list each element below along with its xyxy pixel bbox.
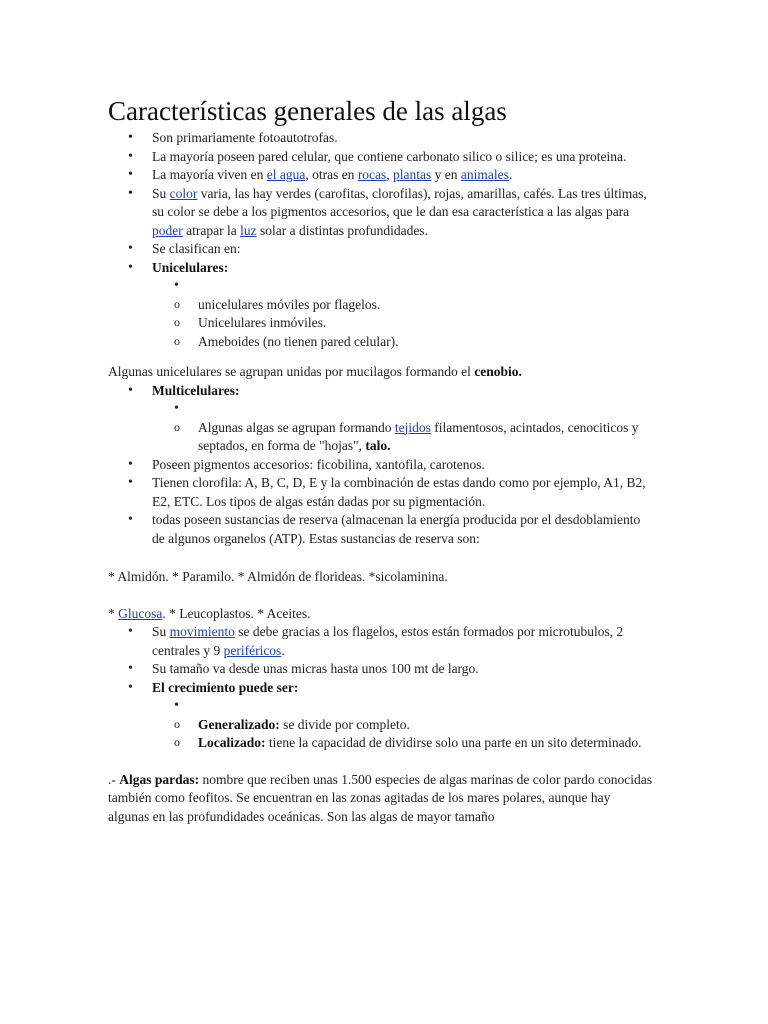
list-item: • Poseen pigmentos accesorios: ficobilina, xantofila, carotenos. bbox=[108, 456, 653, 475]
link-rocas[interactable]: rocas bbox=[357, 167, 387, 182]
page-title: Características generales de las algas bbox=[108, 96, 507, 126]
sublist-item: o Ameboides (no tienen pared celular). bbox=[152, 333, 653, 352]
paragraph-algas-pardas: .- Algas pardas: nombre que reciben unas 1.500 especies de algas marinas de color pardo conocidas también como feofitos. Se encuentran en las zonas agitadas de los mares polares, aunque hay algunas en las profundidades oceánicas. Son las algas de mayor tamaño bbox=[108, 771, 652, 824]
link-movimiento[interactable]: movimiento bbox=[169, 624, 235, 639]
crecimiento-heading: El crecimiento puede ser: bbox=[152, 679, 299, 695]
movement-list bbox=[108, 623, 653, 753]
list-item-empty bbox=[152, 277, 653, 296]
list-item: • Su color varia, las hay verdes (carofitas, clorofilas), rojas, amarillas, cafés. Las tres últimas, su color se debe a los pigmentos accesorios, que le dan esa característica a las algas para poder atrapar la luz solar a distintas profundidades. bbox=[108, 185, 653, 241]
list-item bbox=[108, 382, 653, 456]
sublist-unicelulares bbox=[152, 277, 653, 351]
paragraph-almidon: * Almidón. * Paramilo. * Almidón de florideas. *sicolaminina. bbox=[108, 569, 448, 584]
sublist-item: o Unicelulares inmóviles. bbox=[152, 314, 653, 333]
list-item: • La mayoría viven en el agua, otras en rocas, plantas y en animales. bbox=[108, 166, 653, 185]
link-tejidos[interactable]: tejidos bbox=[394, 419, 431, 435]
list-item bbox=[108, 679, 653, 753]
unicelulares-heading: Unicelulares: bbox=[152, 259, 229, 275]
sublist-multicelulares bbox=[152, 400, 653, 456]
sublist-item: o Algunas algas se agrupan formando tejidos filamentosos, acintados, cenociticos y septados, en forma de "hojas", talo. bbox=[152, 419, 653, 456]
multicelulares-heading: Multicelulares: bbox=[152, 382, 240, 398]
link-color[interactable]: color bbox=[169, 185, 198, 201]
paragraph-glucosa: * Glucosa. * Leucoplastos. * Aceites. bbox=[108, 605, 311, 621]
link-animales[interactable]: animales bbox=[460, 167, 509, 182]
list-item-empty bbox=[152, 400, 653, 419]
list-item: • todas poseen sustancias de reserva (almacenan la energía producida por el desdoblamiento de algunos organelos (ATP). Estas sustancias de reserva son: bbox=[108, 511, 653, 548]
list-item: • Su tamaño va desde unas micras hasta unos 100 mt de largo. bbox=[108, 660, 653, 679]
link-plantas[interactable]: plantas bbox=[393, 167, 432, 182]
link-luz[interactable]: luz bbox=[240, 222, 257, 238]
list-item-empty bbox=[152, 697, 653, 716]
paragraph-cenobio: Algunas unicelulares se agrupan unidas por mucilagos formando el cenobio. bbox=[108, 364, 522, 379]
link-el-agua[interactable]: el agua bbox=[266, 167, 306, 182]
list-item: • Son primariamente fotoautotrofas. bbox=[108, 129, 653, 148]
link-perifericos[interactable]: periféricos bbox=[223, 642, 282, 658]
list-item: • Tienen clorofila: A, B, C, D, E y la combinación de estas dando como por ejemplo, A1, B2, E2, ETC. Los tipos de algas están dadas por su pigmentación. bbox=[108, 474, 653, 511]
sublist-crecimiento bbox=[152, 697, 653, 753]
sublist-item: o Generalizado: se divide por completo. bbox=[152, 716, 653, 735]
list-item: • Se clasifican en: bbox=[108, 240, 653, 259]
multicelulares-list bbox=[108, 382, 653, 549]
sublist-item: o unicelulares móviles por flagelos. bbox=[152, 296, 653, 315]
list-item: • Su movimiento se debe gracias a los flagelos, estos están formados por microtubulos, 2 centrales y 9 periféricos. bbox=[108, 623, 653, 660]
list-item: • La mayoría poseen pared celular, que contiene carbonato silico o silice; es una proteina. bbox=[108, 148, 653, 167]
sublist-item: o Localizado: tiene la capacidad de dividirse solo una parte en un sito determinado. bbox=[152, 734, 653, 753]
characteristics-list bbox=[108, 129, 653, 351]
link-glucosa[interactable]: Glucosa bbox=[118, 605, 163, 621]
list-item bbox=[108, 259, 653, 352]
link-poder[interactable]: poder bbox=[152, 222, 183, 238]
